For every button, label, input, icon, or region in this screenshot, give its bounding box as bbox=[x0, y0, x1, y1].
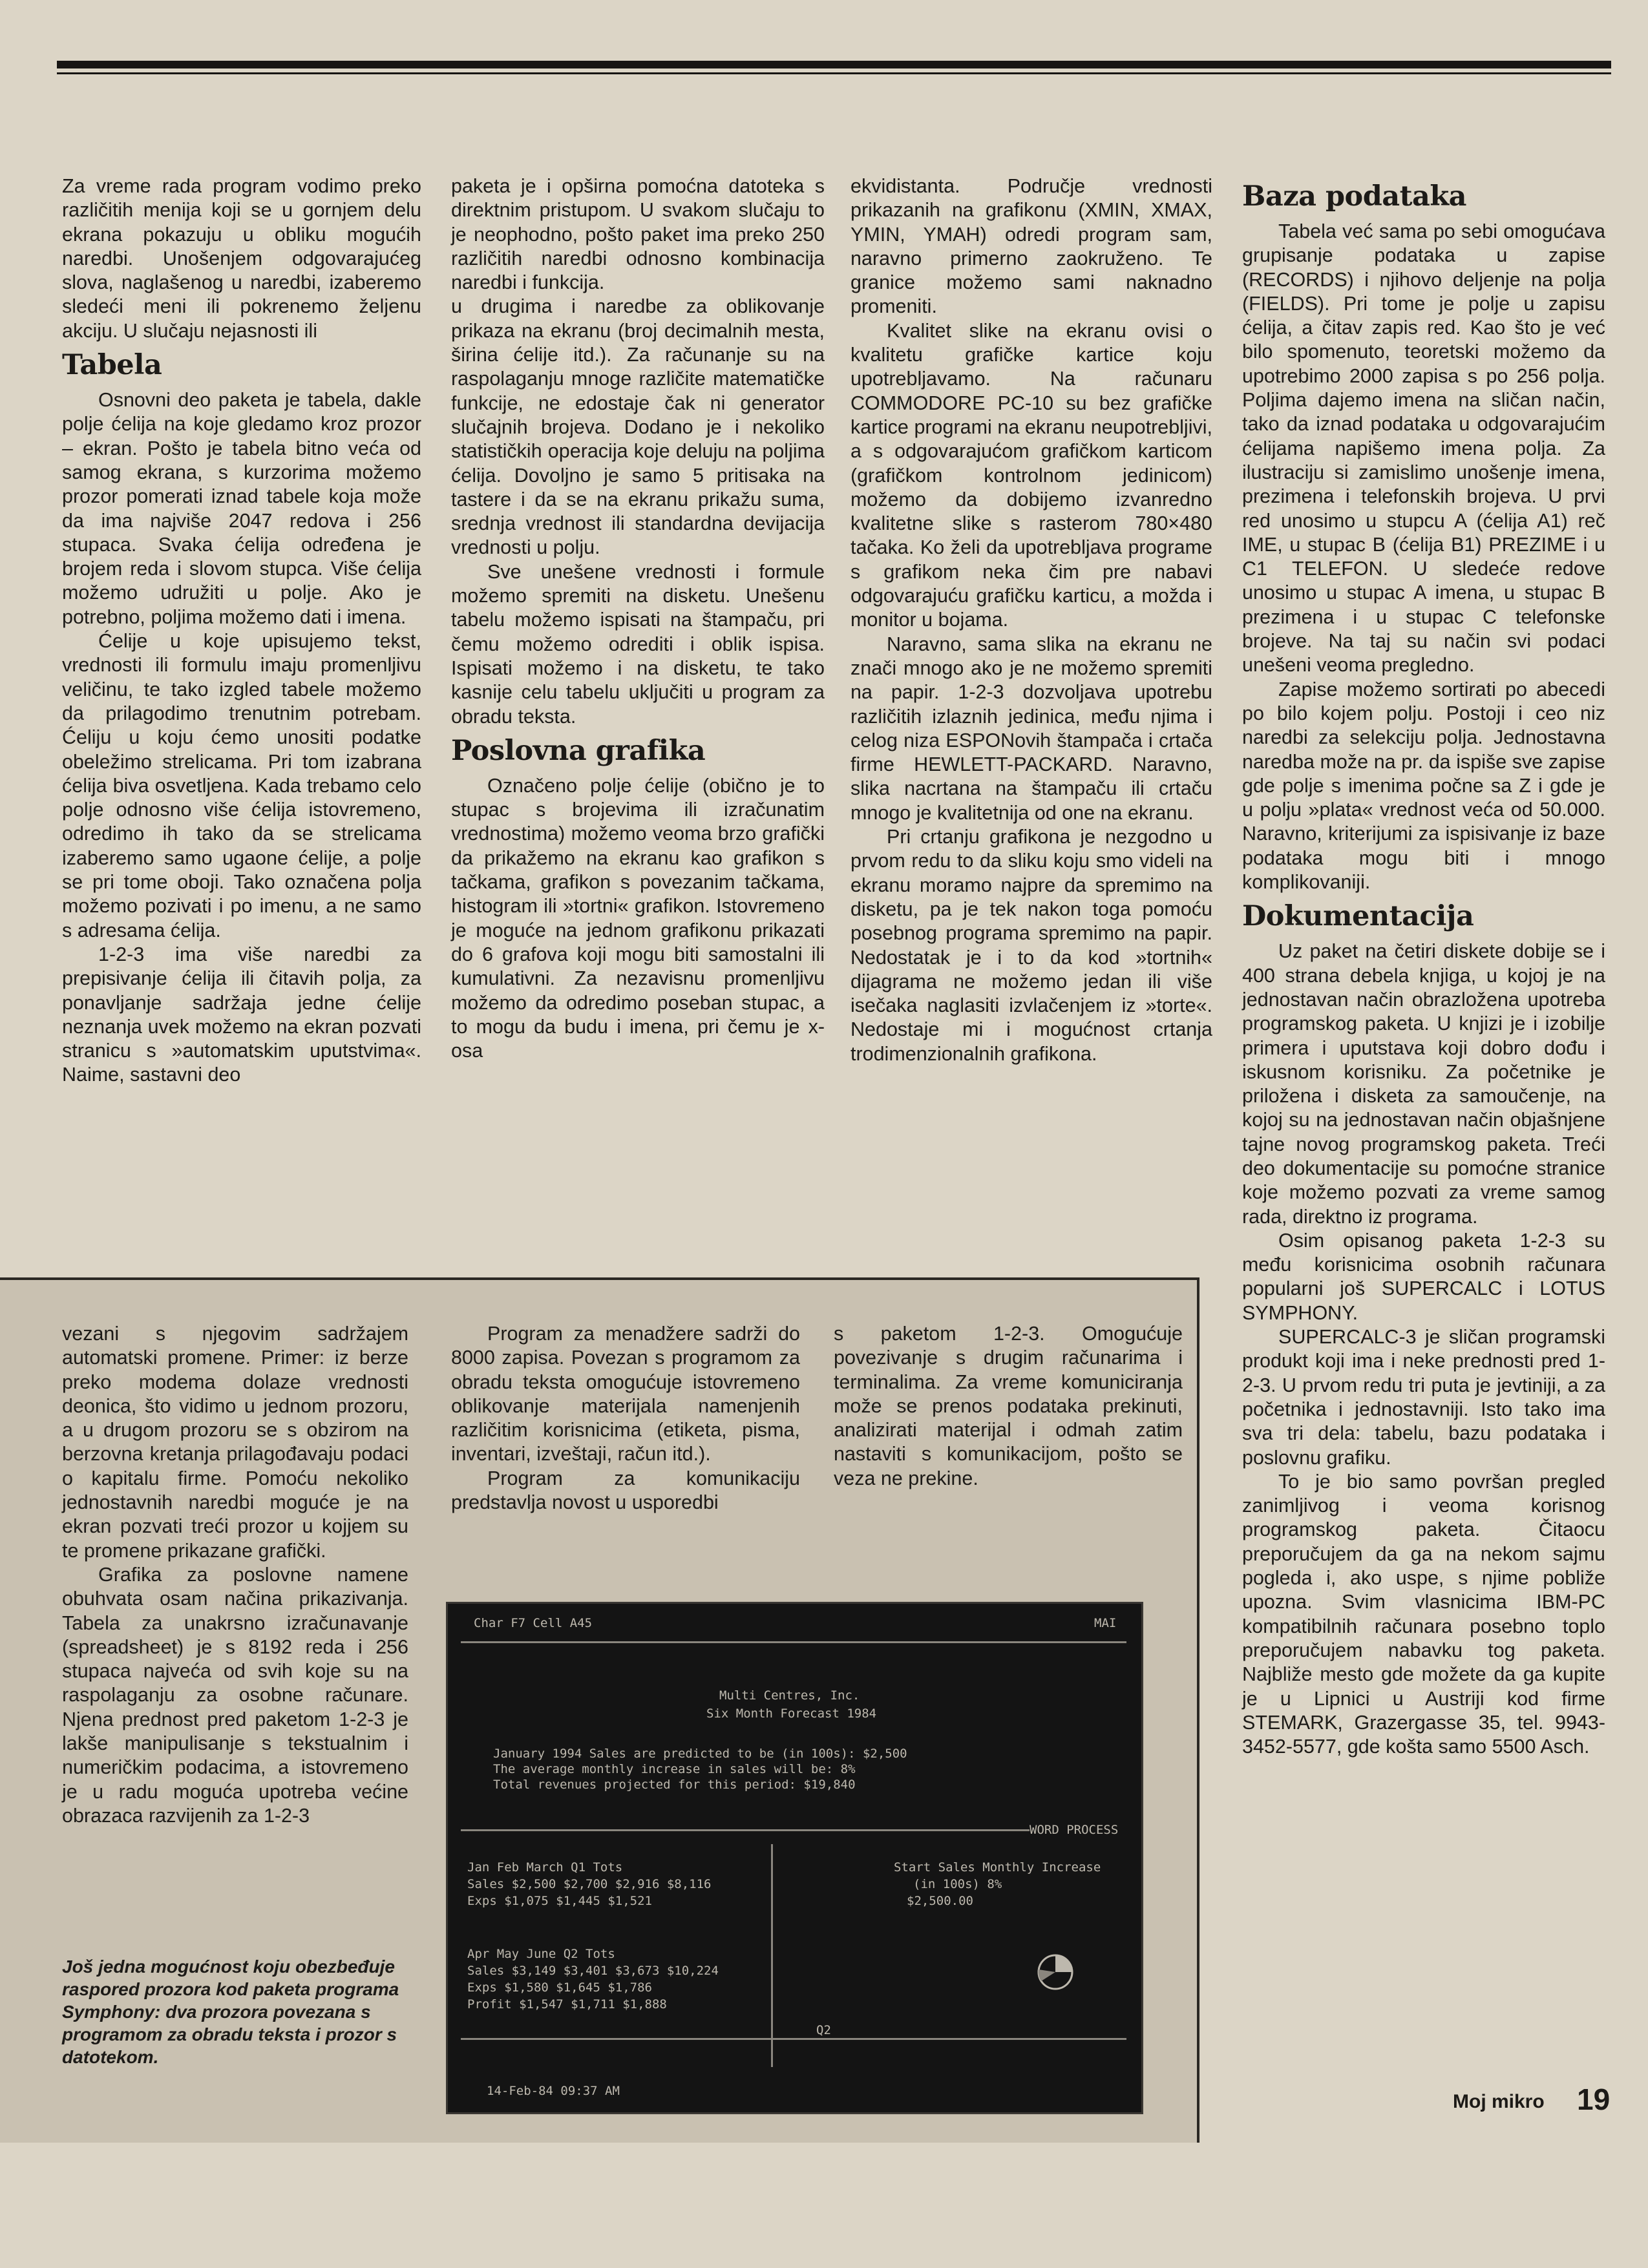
screen-q2-head: Apr May June Q2 Tots bbox=[467, 1947, 615, 1961]
paragraph: Zapise možemo sortirati po abecedi po bilo kojem polju. Postoji i ceo niz naredbi za selekciju polja. Jednostavna naredba može na pr. da ispiše sve zapise gde polje s imenima počne sa Z i gde je u polju »plata« vrednost veća od 50.000. Naravno, kriterijumi za ispisivanje iz baze podataka mogu biti i mnogo komplikovaniji. bbox=[1242, 678, 1605, 894]
screen-text-1: January 1994 Sales are predicted to be (in 100s): $2,500 bbox=[493, 1747, 907, 1761]
screen-lower-divider: Q2 bbox=[816, 2023, 831, 2037]
screen-q2-row2: Exps $1,580 $1,645 $1,786 bbox=[467, 1980, 652, 1995]
paragraph: paketa je i opširna pomoćna datoteka s direktnim pristupom. U svakom slučaju to je neophodno, pošto paket ima preko 250 različitih naredbi odnosno kombinacija naredbi i funkcija. bbox=[451, 175, 825, 294]
pie-chart-icon bbox=[1039, 1955, 1072, 1989]
paragraph: u drugima i naredbe za oblikovanje prikaza na ekranu (broj decimalnih mesta, širina ćelije itd.). Za računanje su na raspolaganju mnoge različite matematičke funkcije, ne edostaje čak ni generator slučajnih brojeva. Dodano je i nekoliko statističkih operacija koje deluju na poljima ćelija. Dovoljno je samo 5 pritisaka na tastere i da se na ekranu prikažu suma, srednja vrednost ili standardna devijacija vrednosti u polju. bbox=[451, 295, 825, 559]
text-column-3 bbox=[850, 174, 1212, 1066]
screen-start-val: $2,500.00 bbox=[907, 1894, 973, 1908]
section-heading: Tabela bbox=[62, 349, 162, 382]
section-heading: Baza podataka bbox=[1242, 180, 1467, 213]
paragraph: 1-2-3 ima više naredbi za prepisivanje ćelija ili čitavih polja, za ponavljanje sadržaja jedne ćelije neznanja uvek možemo na ekran pozvati stranicu s »automatskim uputstvima«. Naime, sastavni deo bbox=[62, 943, 421, 1086]
screen-q2-row3: Profit $1,547 $1,711 $1,888 bbox=[467, 1997, 667, 2011]
screen-status-top: Char F7 Cell A45 bbox=[474, 1616, 593, 1630]
text-column-2 bbox=[451, 174, 825, 1063]
screen-divider-label: WORD PROCESS bbox=[1030, 1823, 1119, 1837]
page-number: 19 bbox=[1577, 2083, 1611, 2116]
screen-clock: 14-Feb-84 09:37 AM bbox=[487, 2084, 620, 2098]
screen-header-1: Multi Centres, Inc. bbox=[719, 1688, 860, 1703]
top-rule-thin bbox=[57, 72, 1611, 74]
paragraph: SUPERCALC-3 je sličan programski produkt koji ima i neke prednosti pred 1-2-3. U prvom redu tri puta je jevtiniji, a za početnika i jednostavniji. Isto tako ima sva tri dela: tabelu, bazu podataka i poslovnu grafiku. bbox=[1242, 1326, 1605, 1469]
box-text-column-1 bbox=[62, 1322, 408, 1828]
symphony-screenshot bbox=[446, 1602, 1143, 2114]
paragraph: Osim opisanog paketa 1-2-3 su među korisnicima osobnih računara popularni još SUPERCALC i LOTUS SYMPHONY. bbox=[1242, 1229, 1605, 1324]
screen-text-3: Total revenues projected for this period: $19,840 bbox=[493, 1778, 856, 1792]
screen-start-head: Start Sales Monthly Increase bbox=[894, 1860, 1101, 1874]
magazine-name: Moj mikro bbox=[1453, 2091, 1545, 2112]
paragraph: s paketom 1-2-3. Omogućuje povezivanje s drugim računarima i terminalima. Za vreme komuniciranja može se prenos podataka prekinuti, analizirati materijal i odmah zatim nastaviti s komunikacijom, pošto se veza ne prekine. bbox=[834, 1323, 1183, 1489]
paragraph: Kvalitet slike na ekranu ovisi o kvalitetu grafičke kartice koju upotrebljavamo. Na računaru COMMODORE PC-10 su bez grafičke kartice programi na ekranu neupotrebljivi, a s odgovarajućom grafičkom karticom (grafičkom kontrolnom jedinicom) možemo da dobijemo izvanredno kvalitetne slike s rasterom 780×480 tačaka. Ko želi da upotrebljava programe s grafikom neka čim pre nabavi odgovarajuću grafičku karticu, a možda i monitor u bojama. bbox=[850, 319, 1212, 631]
screen-start-sub: (in 100s) 8% bbox=[913, 1877, 1002, 1891]
section-heading: Dokumentacija bbox=[1242, 900, 1474, 933]
top-rule bbox=[57, 61, 1611, 68]
section-heading: Poslovna grafika bbox=[451, 734, 706, 767]
paragraph: Tabela već sama po sebi omogućava grupisanje podataka u zapise (RECORDS) i njihovo deljenje na polja (FIELDS). Pri tome je polje u zapisu ćelija, a čitav zapis red. Kao što je već bilo spomenuto, teoretski možemo da upotrebimo 2000 zapisa s po 256 polja. Poljima dajemo imena na sličan način, tako da iznad podataka u odgovarajućim ćelijama napišemo imena polja. Za ilustraciju si zamislimo unošenje imena, prezimena i telefonskih brojeva. U prvi red unosimo u stupcu A (ćelija A1) reč IME, u stupac B (ćelija B1) PREZIME i u C1 TELEFON. U sledeće redove unosimo u stupac A imena, u stupac B prezimena i u stupac C telefonske brojeve. Na taj su način svi podaci unešeni veoma pregledno. bbox=[1242, 220, 1605, 677]
paragraph: Program za komunikaciju predstavlja novost u usporedbi bbox=[451, 1467, 800, 1514]
paragraph: Sve unešene vrednosti i formule možemo spremiti na disketu. Unešenu tabelu možemo ispisati na štampaču, pri čemu možemo odrediti i oblik ispisa. Ispisati možemo i na disketu, te tako kasnije celu tabelu uključiti u program za obradu teksta. bbox=[451, 560, 825, 728]
text-column-4 bbox=[1242, 174, 1605, 1759]
box-text-column-3 bbox=[834, 1322, 1183, 1491]
text-column-1 bbox=[62, 174, 421, 1087]
paragraph: Za vreme rada program vodimo preko različitih menija koji se u gornjem delu ekrana pokazuju u obliku mogućih naredbi. Unošenjem odgovarajućeg slova, naglašenog u naredbi, izaberemo sledeći meni ili pokrenemo željenu akciju. U slučaju nejasnosti ili bbox=[62, 175, 421, 342]
screen-q1-head: Jan Feb March Q1 Tots bbox=[467, 1860, 623, 1874]
paragraph: Program za menadžere sadrži do 8000 zapisa. Povezan s programom za obradu teksta omogućuje istovremeno oblikovanje materijala namenjenih različitim korisnicima (etiketa, pisma, inventari, izveštaji, račun itd.). bbox=[451, 1323, 800, 1465]
screen-header-2: Six Month Forecast 1984 bbox=[706, 1706, 877, 1721]
paragraph: vezani s njegovim sadržajem automatski promene. Primer: iz berze preko modema dolaze vrednosti deonica, što vidimo u jednom prozoru, a u drugom prozoru se s obzirom na berzovna kretanja prilagođavaju podaci o kapitalu firme. Pomoću nekoliko jednostavnih naredbi moguće je na ekran pozvati treći prozor u kojjem su te promene prikazane grafički. bbox=[62, 1323, 408, 1562]
paragraph: Naravno, sama slika na ekranu ne znači mnogo ako je ne možemo spremiti na papir. 1-2-3 dozvoljava upotrebu različitih izlaznih jedinica, među njima i celog niza ESPONovih štampača i crtača firme HEWLETT-PACKARD. Naravno, slika nacrtana na štampaču ili crtaču mnogo je kvalitetnija od one na ekranu. bbox=[850, 633, 1212, 824]
screen-status-right: MAI bbox=[1094, 1616, 1117, 1630]
paragraph: Uz paket na četiri diskete dobije se i 400 strana debela knjiga, u kojoj je na jednostavan način obrazložena upotreba programskog paketa. U knjizi je i izobilje primera i uputstava koji dobro dođu i iskusnom korisniku. Za početnike je priložena i disketa za samoučenje, na kojoj su na jednostavan način objašnjene tajne novog programskog paketa. Treći deo dokumentacije su pomoćne stranice koje možemo pozvati za vreme samog rada, direktno iz programa. bbox=[1242, 940, 1605, 1228]
box-text-column-2 bbox=[451, 1322, 800, 1515]
paragraph: ekvidistanta. Područje vrednosti prikazanih na grafikonu (XMIN, XMAX, YMIN, YMAH) odredi program sam, naravno primerno zaokruženo. Te granice možemo sami naknadno promeniti. bbox=[850, 175, 1212, 318]
paragraph: Grafika za poslovne namene obuhvata osam načina prikazivanja. Tabela za unakrsno izračunavanje (spreadsheet) je s 8192 reda i 256 stupaca najveća od svih koje su na raspolaganju za osobne računare. Njena prednost pred paketom 1-2-3 je lakše manipulisanje s tekstualnim i numeričkim podacima, a istovremeno je u radu moguća upotreba većine obrazaca razvijenih za 1-2-3 bbox=[62, 1563, 408, 1827]
paragraph: Osnovni deo paketa je tabela, dakle polje ćelija na koje gledamo kroz prozor – ekran. Pošto je tabela bitno veća od samog ekrana, s kurzorima možemo prozor pomerati iznad tabele koja može da ima najviše 2047 redova i 256 stupaca. Svaka ćelija određena je brojem reda i slovom stupca. Više ćelija možemo udružiti u polje. Ako je potrebno, poljima možemo dati i imena. bbox=[62, 389, 421, 628]
paragraph: To je bio samo površan pregled zanimljivog i veoma korisnog programskog paketa. Čitaocu preporučujem da ga na nekom sajmu pogleda i, ako uspe, s njime pobliže upozna. Svim vlasnicima IBM-PC kompatibilnih računara posebno toplo preporučujem nabavku tog paketa. Najbliže mesto gde možete da ga kupite je u Lipnici u Austriji kod firme STEMARK, Grazergasse 35, tel. 9943-3452-5577, gde košta samo 5500 Asch. bbox=[1242, 1470, 1605, 1758]
screen-text-2: The average monthly increase in sales will be: 8% bbox=[493, 1762, 856, 1776]
paragraph: Ćelije u koje upisujemo tekst, vrednosti ili formulu imaju promenljivu veličinu, te tako izgled tabele možemo da prilagodimo trenutnim potrebam. Ćeliju u koju ćemo unositi podatke obeležimo strelicama. Pri tom izabrana ćelija biva osvetljena. Kada trebamo celo polje odnosno više ćelija istovremeno, odredimo ih tako da se strelicama izaberemo samo ugaone ćelije, a polje se pri tome oboji. Tako označena polja možemo pozivati i po imenu, a ne samo s adresama ćelija. bbox=[62, 630, 421, 941]
paragraph: Označeno polje ćelije (obično je to stupac s brojevima ili izračunatim vrednostima) možemo veoma brzo grafički da prikažemo na ekranu kao grafikon s tačkama, grafikon s povezanim tačkama, histogram ili »tortni« grafikon. Istovremeno je moguće na jednom grafikonu prikazati do 6 grafova koji mogu biti samostalni ili kumulativni. Za nezavisnu promenljivu možemo da odredimo poseban stupac, a to mogu da budu i imena, pri čemu je x-osa bbox=[451, 774, 825, 1062]
screen-q1-row1: Sales $2,500 $2,700 $2,916 $8,116 bbox=[467, 1877, 712, 1891]
screen-q2-row1: Sales $3,149 $3,401 $3,673 $10,224 bbox=[467, 1964, 719, 1978]
figure-caption: Još jedna mogućnost koju obezbeđuje raspored prozora kod paketa programa Symphony: dva prozora povezana s programom za obradu teksta i prozor s datotekom. bbox=[62, 1957, 399, 2067]
paragraph: Pri crtanju grafikona je nezgodno u prvom redu to da sliku koju smo videli na ekranu moramo najpre da spremimo na disketu, pa je tek nakon toga pomoću posebnog programa spremimo na papir. Nedostatak je i to da kod »tortnih« dijagrama ne možemo jedan ili više isečaka naglasiti izvlačenjem iz »torte«. Nedostaje mi i mogućnost crtanja trodimenzionalnih grafikona. bbox=[850, 826, 1212, 1065]
screen-q1-row2: Exps $1,075 $1,445 $1,521 bbox=[467, 1894, 652, 1908]
